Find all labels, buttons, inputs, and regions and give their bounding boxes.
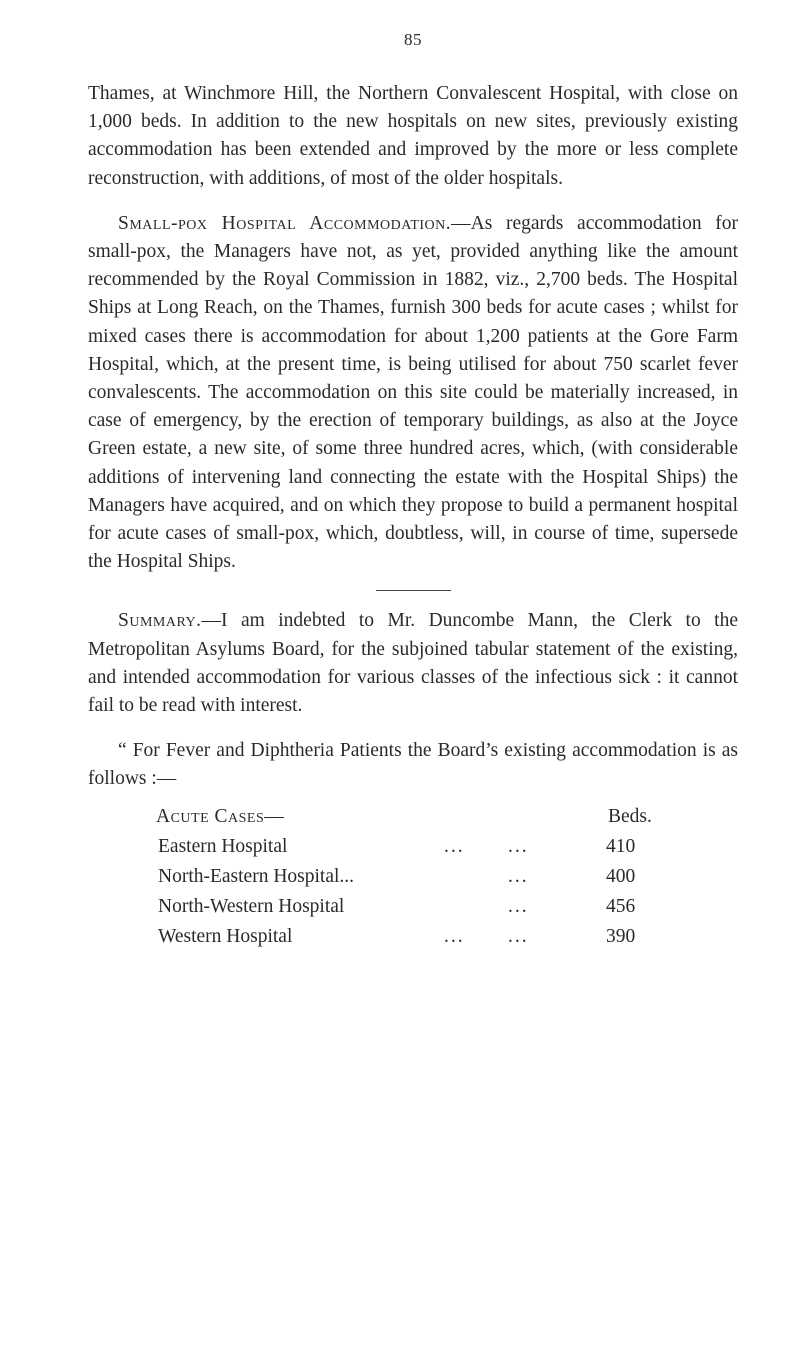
smallpox-paragraph	[88, 210, 738, 577]
leader-dots: ...	[508, 835, 529, 857]
leader-dots: ...	[444, 835, 465, 857]
beds-value: 410	[606, 835, 636, 857]
document-page	[88, 30, 738, 956]
accommodation-table	[88, 806, 738, 956]
leader-dots: ...	[508, 865, 529, 887]
leader-dots: ...	[508, 895, 529, 917]
beds-value: 390	[606, 925, 636, 947]
quote-paragraph: “ For Fever and Diphtheria Patients the Board’s existing accommodation is as follows :—	[88, 740, 738, 790]
smallpox-body: —As regards accommodation for small-pox, the Managers have not, as yet, provided anything like the amount recommended by the Royal Commission in 1882, viz., 2,700 beds. The Hospital Ships at Long Reach, on the Thames, furnish 300 beds for acute cases ; whilst for mixed cases there is accommodation for about 1,200 patients at the Gore Farm Hospital, which, at the present time, is being utilised for about 750 scarlet fever convalescents. The accommodation on this site could be materially increased, in case of emergency, by the erection of temporary buildings, as also at the Joyce Green estate, a new site, of some three hundred acres, which, (with considerable additions of intervening land connecting the estate with the Hospital Ships) the Managers have acquired, and on which they propose to build a permanent hospital for acute cases of small-pox, which, doubtless, will, in course of time, supersede the Hospital Ships.	[88, 212, 738, 573]
table-row	[88, 926, 738, 956]
section-divider	[376, 590, 451, 591]
table-row	[88, 866, 738, 896]
table-row	[88, 896, 738, 926]
hospital-name: Eastern Hospital	[158, 835, 288, 857]
summary-heading: Summary.	[118, 610, 202, 632]
hospital-name: North-Eastern Hospital...	[158, 865, 355, 887]
hospital-name: North-Western Hospital	[158, 895, 345, 917]
summary-paragraph	[88, 607, 738, 720]
table-header-row	[88, 806, 738, 836]
leader-dots: ...	[508, 925, 529, 947]
summary-body: —I am indebted to Mr. Duncombe Mann, the Clerk to the Metropolitan Asylums Board, for the subjoined tabular statement of the existing, and intended accommodation for various classes of the infectious sick : it cannot fail to be read with interest.	[88, 610, 738, 717]
beds-column-heading: Beds.	[608, 805, 652, 827]
hospital-name: Western Hospital	[158, 925, 293, 947]
beds-value: 400	[606, 865, 636, 887]
table-row	[88, 836, 738, 866]
leader-dots: ...	[444, 925, 465, 947]
page-number: 85	[404, 30, 422, 49]
table-section-heading: Acute Cases—	[156, 805, 285, 827]
smallpox-heading: Small-pox Hospital Accommodation.	[118, 212, 452, 234]
beds-value: 456	[606, 895, 636, 917]
intro-paragraph: Thames, at Winchmore Hill, the Northern Convalescent Hospital, with close on 1,000 beds. In addition to the new hospitals on new sites, previously existing accommodation has been extended and improved by the more or less complete reconstruction, with additions, of most of the older hospitals.	[88, 83, 738, 189]
